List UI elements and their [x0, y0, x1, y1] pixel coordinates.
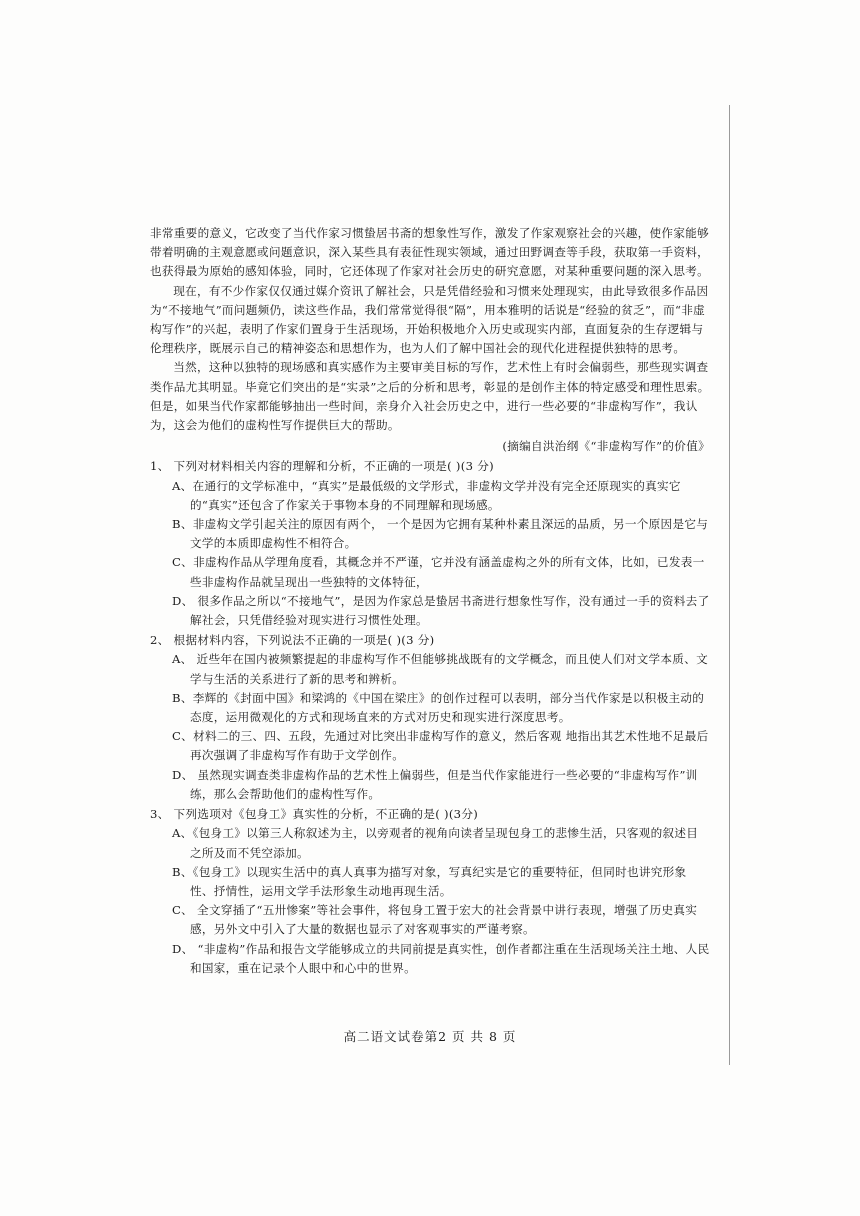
question-3-option-a: A、《包身工》以第三人称叙述为主，以旁观者的视角向读者呈现包身工的悲惨生活，只客观的叙述目之所及而不凭空添加。: [172, 826, 699, 860]
passage-paragraph-2: 现在，有不少作家仅仅通过媒介资讯了解社会，只是凭借经验和习惯来处理现实，由此导致很多作品因为“不接地气”而问题频仍，读这些作品，我们常常觉得很“隔”，用本雅明的话说是“经验的贫乏”，而“非虚构写作”的兴起，表明了作家们置身于生活现场，开始积极地介入历史或现实内部，直面复杂的生存逻辑与伦理秩序，既展示自己的精神姿态和思想作为，也为人们了解中国社会的现代化进程提供独特的思考。: [150, 283, 709, 356]
question-3-option-d: D、 “非虚构”作品和报告文学能够成立的共同前提是真实性，创作者都注重在生活现场关注土地、人民和国家，重在记录个人眼中和心中的世界。: [172, 941, 710, 975]
question-1-stem: 1、 下列对材料相关内容的理解和分析，不正确的一项是( )(3 分): [150, 459, 494, 474]
margin-rule: [729, 105, 730, 1065]
question-1-option-b: B、非虚构文学引起关注的原因有两个， 一个是因为它拥有某种朴素且深远的品质，另一个原因是它与文学的本质即虚构性不相符合。: [172, 517, 709, 551]
question-1-option-a: A、在通行的文学标准中，“真实”是最低级的文学形式，非虚构文学并没有完全还原现实的真实它的“真实”还包含了作家关于事物本身的不同理解和现场感。: [172, 478, 681, 512]
question-2-option-c: C、材料二的三、四、五段，先通过对比突出非虚构写作的意义，然后客观 地指出其艺术性地不足最后再次强调了非虚构写作有助于文学创作。: [172, 729, 709, 763]
question-2-option-b: B、李辉的《封面中国》和梁鸿的《中国在梁庄》的创作过程可以表明，部分当代作家是以积极主动的态度，运用微观化的方式和现场直来的方式对历史和现实进行深度思考。: [172, 690, 705, 725]
question-1-option-c: C、非虚构作品从学理角度看，其概念并不严谨，它并没有涵盖虚构之外的所有文体，比如，已发表一些非虚构作品就呈现出一些独特的文体特征，: [172, 555, 705, 589]
question-3-stem: 3、 下列选项对《包身工》真实性的分析，不正确的是( )(3分): [150, 807, 479, 822]
passage-paragraph-1: 非常重要的意义，它改变了当代作家习惯蛰居书斋的想象性写作，激发了作家观察社会的兴趣，使作家能够带着明确的主观意愿或问题意识，深入某些具有表征性现实领域，通过田野调查等手段，获取第一手资料，也获得最为原始的感知体验，同时，它还体现了作家对社会历史的研究意愿，对某种重要问题的深入思考。: [150, 226, 710, 279]
question-3-option-c: C、 全文穿插了“五卅惨案”等社会事件，将包身工置于宏大的社会背景中讲行表现，增强了历史真实感，另外文中引入了大量的数据也显示了对客观事实的严谨考察。: [172, 903, 698, 937]
question-2-option-a: A、 近些年在国内被频繁提起的非虚构写作不但能够挑战既有的文学概念，而且使人们对文学本质、文学与生活的关系进行了新的思考和辨析。: [172, 652, 708, 686]
question-1-option-d: D、 很多作品之所以“不接地气”，是因为作家总是蛰居书斋进行想象性写作，没有通过一手的资料去了解社会，只凭借经验对现实进行习惯性处理。: [172, 593, 710, 628]
page-footer: 高二语文试卷第2 页 共 8 页: [343, 1029, 517, 1044]
passage-source: (摘编自洪治纲《“非虚构写作”的价值》: [502, 439, 710, 454]
exam-content: [150, 224, 710, 978]
passage-paragraph-3: 当然，这种以独特的现场感和真实感作为主要审美目标的写作，艺术性上有时会偏弱些，那些现实调查类作品尤其明显。毕竟它们突出的是“实录”之后的分析和思考，彰显的是创作主体的特定感受和理性思索。但是，如果当代作家都能够抽出一些时间，亲身介入社会历史之中，进行一些必要的“非虚构写作”，我认为，这会为他们的虚构性写作提供巨大的帮助。: [150, 360, 710, 433]
question-3-option-b: B、《包身工》以现实生活中的真人真事为描写对象，写真纪实是它的重要特征，但同时也讲究形象性、抒情性，运用文学手法形象生动地再现生活。: [172, 864, 687, 898]
question-2-stem: 2、 根据材料内容，下列说法不正确的一项是( )(3 分): [150, 633, 435, 648]
question-2-option-d: D、 虽然现实调查类非虚构作品的艺术性上偏弱些，但是当代作家能进行一些必要的“非虚构写作”训练，那么会帮助他们的虚构性写作。: [172, 767, 698, 801]
